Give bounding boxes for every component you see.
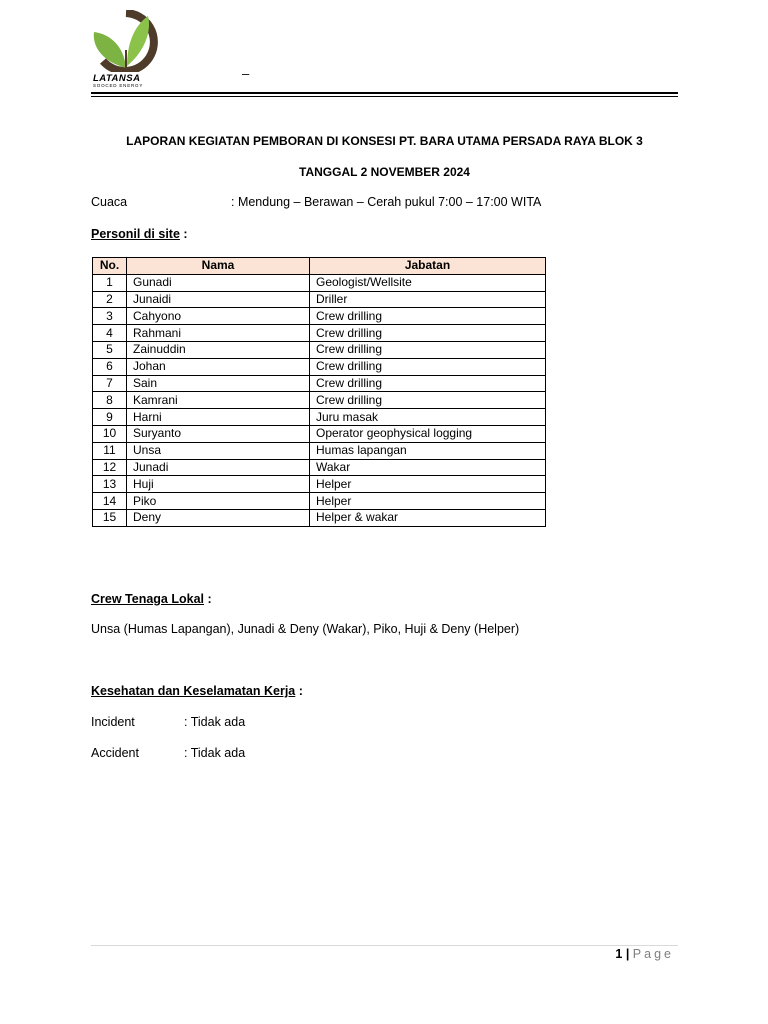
cell-nama: Unsa <box>127 442 310 459</box>
cell-jabatan: Driller <box>310 291 546 308</box>
cell-nama: Deny <box>127 509 310 526</box>
personnel-heading-colon: : <box>179 227 188 241</box>
cell-no: 14 <box>93 493 127 510</box>
cell-nama: Junaidi <box>127 291 310 308</box>
cell-nama: Junadi <box>127 459 310 476</box>
cell-no: 2 <box>93 291 127 308</box>
table-row <box>93 509 546 526</box>
column-header-nama: Nama <box>127 258 310 275</box>
table-row <box>93 476 546 493</box>
cell-nama: Rahmani <box>127 325 310 342</box>
cell-jabatan: Crew drilling <box>310 392 546 409</box>
cell-jabatan: Juru masak <box>310 409 546 426</box>
cell-jabatan: Crew drilling <box>310 358 546 375</box>
cell-no: 4 <box>93 325 127 342</box>
cell-no: 10 <box>93 425 127 442</box>
cell-jabatan: Crew drilling <box>310 308 546 325</box>
cell-jabatan: Crew drilling <box>310 341 546 358</box>
cell-nama: Sain <box>127 375 310 392</box>
local-crew-heading-text: Crew Tenaga Lokal <box>91 592 204 606</box>
footer-rule <box>91 945 678 946</box>
header-dash: – <box>242 66 250 81</box>
table-row <box>93 274 546 291</box>
column-header-jabatan: Jabatan <box>310 258 546 275</box>
table-row <box>93 493 546 510</box>
cell-jabatan: Crew drilling <box>310 325 546 342</box>
cell-nama: Johan <box>127 358 310 375</box>
table-row <box>93 375 546 392</box>
cell-no: 13 <box>93 476 127 493</box>
cell-nama: Piko <box>127 493 310 510</box>
cell-no: 8 <box>93 392 127 409</box>
page-separator: | <box>622 947 633 961</box>
table-row <box>93 409 546 426</box>
cell-no: 6 <box>93 358 127 375</box>
report-date: TANGGAL 2 NOVEMBER 2024 <box>299 165 470 179</box>
table-row <box>93 341 546 358</box>
cell-nama: Gunadi <box>127 274 310 291</box>
personnel-heading-text: Personil di site <box>91 227 180 241</box>
logo-leaf-icon <box>90 10 162 72</box>
k3-heading <box>91 684 303 698</box>
table-row <box>93 291 546 308</box>
table-row <box>93 459 546 476</box>
cell-no: 15 <box>93 509 127 526</box>
cell-jabatan: Humas lapangan <box>310 442 546 459</box>
table-row <box>93 325 546 342</box>
company-logo <box>90 10 162 88</box>
local-crew-heading <box>91 592 212 606</box>
page-label: Page <box>632 947 674 961</box>
cell-jabatan: Operator geophysical logging <box>310 425 546 442</box>
report-title: LAPORAN KEGIATAN PEMBORAN DI KONSESI PT. BARA UTAMA PERSADA RAYA BLOK 3 <box>126 134 643 148</box>
table-row <box>93 442 546 459</box>
header-rule-thin <box>91 96 678 97</box>
cell-no: 5 <box>93 341 127 358</box>
cell-no: 11 <box>93 442 127 459</box>
cell-no: 12 <box>93 459 127 476</box>
table-row <box>93 358 546 375</box>
accident-label: Accident <box>91 746 139 760</box>
local-crew-heading-colon: : <box>204 592 212 606</box>
k3-heading-colon: : <box>295 684 303 698</box>
k3-heading-text: Kesehatan dan Keselamatan Kerja <box>91 684 296 698</box>
cell-jabatan: Helper & wakar <box>310 509 546 526</box>
table-header-row <box>93 258 546 275</box>
local-crew-text: Unsa (Humas Lapangan), Junadi & Deny (Wakar), Piko, Huji & Deny (Helper) <box>91 622 520 636</box>
cell-jabatan: Geologist/Wellsite <box>310 274 546 291</box>
weather-label: Cuaca <box>91 195 128 209</box>
cell-nama: Harni <box>127 409 310 426</box>
cell-no: 9 <box>93 409 127 426</box>
table-row <box>93 392 546 409</box>
cell-nama: Kamrani <box>127 392 310 409</box>
column-header-no: No. <box>93 258 127 275</box>
table-row <box>93 425 546 442</box>
cell-jabatan: Helper <box>310 493 546 510</box>
accident-value: : Tidak ada <box>184 746 246 760</box>
cell-jabatan: Wakar <box>310 459 546 476</box>
logo-subtext: SOOCED ENERGY <box>93 83 144 88</box>
header-rule <box>91 92 678 94</box>
weather-value: : Mendung – Berawan – Cerah pukul 7:00 – 17:00 WITA <box>231 195 542 209</box>
cell-nama: Cahyono <box>127 308 310 325</box>
page-number: 1 <box>615 947 623 961</box>
cell-nama: Huji <box>127 476 310 493</box>
logo-text: LATANSA <box>93 73 141 84</box>
cell-jabatan: Crew drilling <box>310 375 546 392</box>
personnel-table-body <box>93 274 546 526</box>
incident-value: : Tidak ada <box>184 715 246 729</box>
page-footer <box>615 947 674 961</box>
cell-nama: Zainuddin <box>127 341 310 358</box>
personnel-heading <box>91 227 188 241</box>
cell-no: 1 <box>93 274 127 291</box>
personnel-table <box>92 257 546 527</box>
cell-no: 7 <box>93 375 127 392</box>
incident-label: Incident <box>91 715 135 729</box>
cell-jabatan: Helper <box>310 476 546 493</box>
cell-no: 3 <box>93 308 127 325</box>
cell-nama: Suryanto <box>127 425 310 442</box>
table-row <box>93 308 546 325</box>
